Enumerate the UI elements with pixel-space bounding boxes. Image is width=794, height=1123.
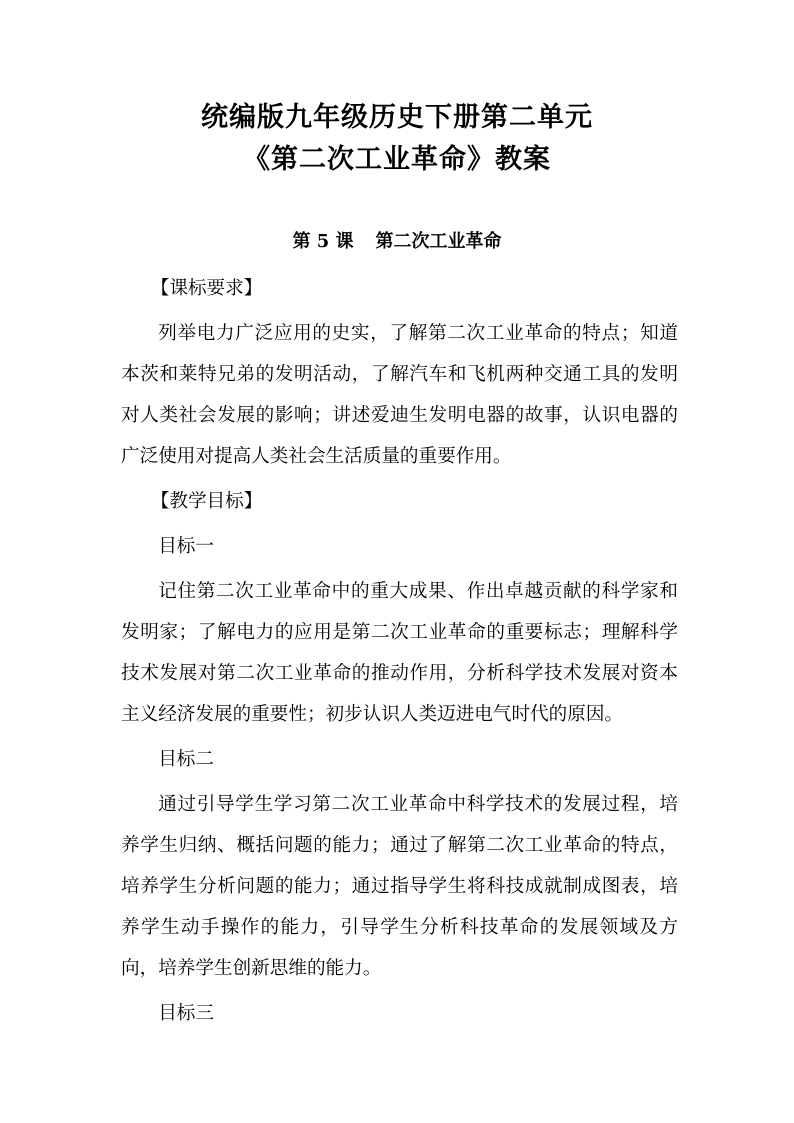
goal2-paragraph: 通过引导学生学习第二次工业革命中科学技术的发展过程，培养学生归纳、概括问题的能力；通过了解第二次工业革命的特点，培养学生分析问题的能力；通过指导学生将科技成就制成图表，培养学生动手操作的能力，引导学生分析科技革命的发展领域及方向，培养学生创新思维的能力。	[121, 794, 678, 979]
goal1-paragraph: 记住第二次工业革命中的重大成果、作出卓越贡献的科学家和发明家；了解电力的应用是第二次工业革命的重要标志；理解科学技术发展对第二次工业革命的推动作用，分析科学技术发展对资本主义经济发展的重要性；初步认识人类迈进电气时代的原因。	[121, 581, 678, 725]
document-subtitle: 《第二次工业革命》教案	[243, 144, 551, 175]
goals-heading: 【教学目标】	[150, 491, 263, 512]
goal2-label: 目标二	[158, 749, 214, 770]
document-body	[121, 268, 678, 1034]
lesson-name: 第二次工业革命	[375, 231, 502, 252]
curriculum-paragraph: 列举电力广泛应用的史实，了解第二次工业革命的特点；知道本茨和莱特兄弟的发明活动，了解汽车和飞机两种交通工具的发明对人类社会发展的影响；讲述爱迪生发明电器的故事，认识电器的广泛使用对提高人类社会生活质量的重要作用。	[121, 323, 678, 467]
goal1-label: 目标一	[158, 536, 214, 557]
lesson-number: 第 5 课	[292, 231, 354, 252]
document-title: 统编版九年级历史下册第二单元	[201, 102, 593, 133]
curriculum-heading: 【课标要求】	[150, 278, 263, 299]
goal3-label: 目标三	[158, 1003, 214, 1024]
lesson-title	[0, 228, 794, 256]
